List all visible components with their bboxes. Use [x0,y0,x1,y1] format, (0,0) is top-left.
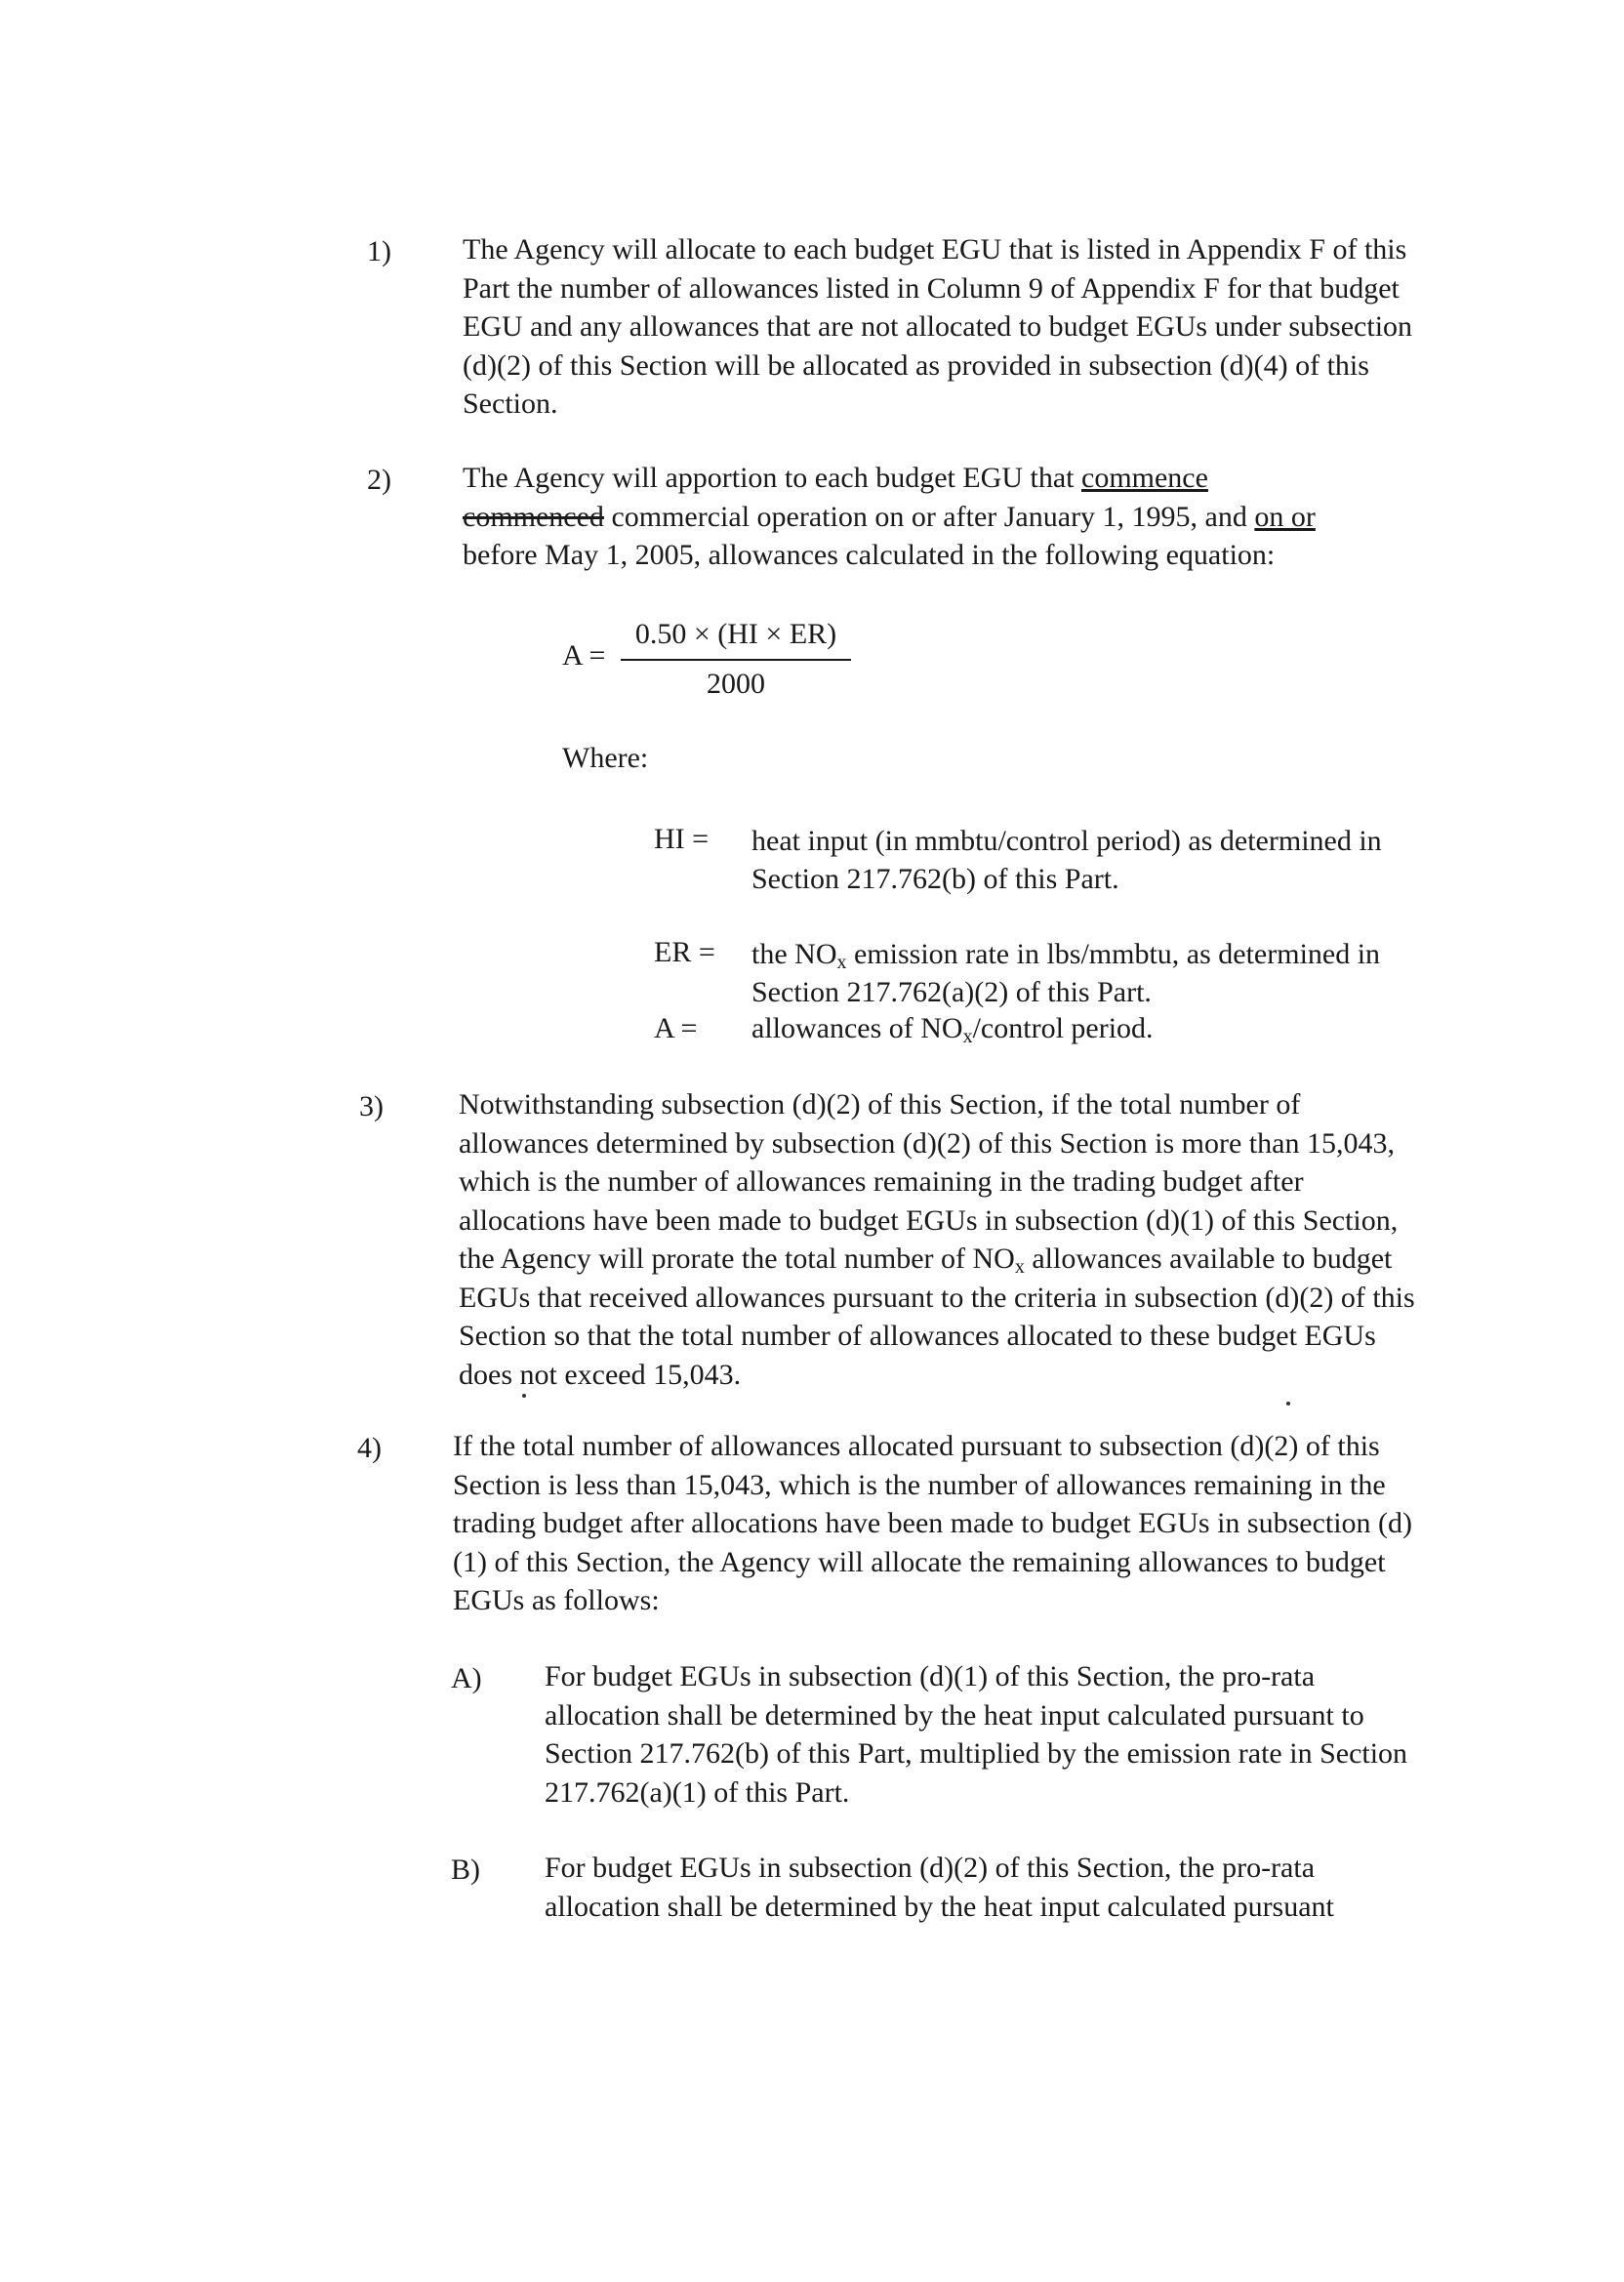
subitem-a-paragraph: For budget EGUs in subsection (d)(1) of this Section, the pro-rata allocation shall be determined by the heat input calculated pursuant to Section 217.762(b) of this Part, multiplied by the emission rate in Section 217.762(a)(1) of this Part. [545,1660,1408,1809]
definition-term-a: A = [654,1012,698,1044]
item-3-text [459,1085,1435,1394]
definition-term-hi: HI = [654,823,710,855]
item-4-number: 4) [357,1432,382,1464]
scan-speck [522,1394,526,1398]
subitem-b-paragraph: For budget EGUs in subsection (d)(2) of this Section, the pro-rata allocation shall be determined by the heat input calculated pursuant [545,1852,1334,1923]
inserted-on-or: on or [1254,500,1316,533]
item-3-paragraph [459,1085,1435,1394]
definition-a-a: allowances of NO [751,1012,963,1044]
item-1-paragraph: The Agency will allocate to each budget EGU that is listed in Appendix F of this Part the number of allowances listed in Column 9 of Appendix F for that budget EGU and any allowances that are not allocated to budget EGUs under subsection (d)(2) of this Section will be allocated as provided in subsection (d)(4) of this Section. [463,233,1413,420]
definition-text-a [751,1009,1454,1047]
item-4-text [453,1427,1439,1620]
definition-a-sub: x [962,1026,973,1047]
equation-numerator: 0.50 × (HI × ER) [634,618,837,650]
item-2-number: 2) [367,464,391,496]
definition-er-sub: x [836,952,847,973]
item-2-paragraph [463,459,1419,575]
definition-a-b: /control period. [972,1012,1154,1044]
item-4-paragraph: If the total number of allowances allocated pursuant to subsection (d)(2) of this Section is less than 15,043, which is the number of allowances remaining in the trading budget after allocations have been made to budget EGUs in subsection (d)(1) of this Section, the Agency will allocate the remaining allowances to budget EGUs as follows: [453,1430,1413,1616]
definition-er-b: emission rate in lbs/mmbtu, as determined in Section 217.762(a)(2) of this Part. [751,938,1381,1008]
item-2-text-c: before May 1, 2005, allowances calculated in the following equation: [463,539,1276,571]
where-label: Where: [562,742,649,774]
subitem-a-letter: A) [451,1662,482,1694]
scan-speck [1286,1402,1290,1406]
inserted-commence: commence [1081,462,1208,494]
item-2-text-b: commercial operation on or after January 1, 1995, and [603,500,1255,533]
subitem-b-letter: B) [451,1854,480,1886]
item-3-text-a: Notwithstanding subsection (d)(2) of this Section, if the total number of allowances determined by subsection (d)(2) of this Section is more than 15,043, which is the number of allowances remaining in the trading budget after allocations have been made to budget EGUs in subsection (d)(1) of this Section, the Agency will prorate the total number of NO [459,1088,1399,1275]
fraction-bar [621,659,851,661]
item-3-number: 3) [359,1090,384,1122]
item-3-text-b: allowances available to budget EGUs that received allowances pursuant to the criteria in subsection (d)(2) of this Section so that the total number of allowances allocated to these budget EGUs does not exceed 15,043. [459,1243,1415,1391]
item-2-text [463,459,1419,575]
definition-text-hi: heat input (in mmbtu/control period) as determined in Section 217.762(b) of this Part. [751,825,1382,895]
subitem-a-text [545,1657,1423,1812]
deleted-commenced: commenced [463,500,604,533]
item-1-number: 1) [367,235,391,267]
definition-term-er: ER = [654,936,715,968]
item-2-text-a: The Agency will apportion to each budget EGU that [463,462,1081,494]
item-1-text [463,230,1448,424]
definition-text-er [751,935,1454,1011]
equation-denominator: 2000 [707,668,765,700]
definition-er-a: the NO [751,938,837,970]
subitem-b-text [545,1849,1423,1926]
item-3-sub: x [1014,1256,1025,1278]
equation-lhs: A = [562,639,606,672]
